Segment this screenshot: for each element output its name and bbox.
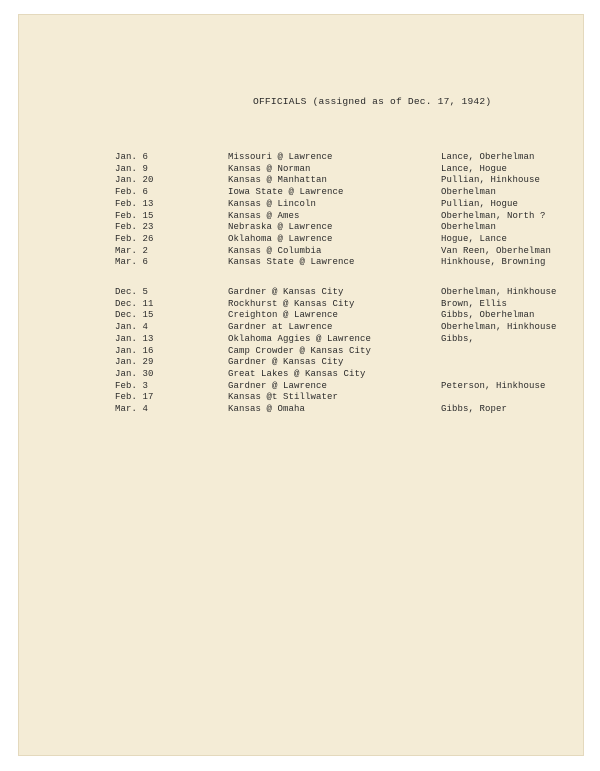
game-matchup: Gardner @ Kansas City <box>228 287 344 297</box>
schedule-row <box>0 404 600 416</box>
game-date: Dec. 11 <box>115 298 154 309</box>
game-matchup: Kansas @ Ames <box>228 210 300 221</box>
schedule-row <box>0 187 600 199</box>
game-matchup: Kansas @ Norman <box>228 163 311 174</box>
game-matchup: Gardner @ Lawrence <box>228 380 328 391</box>
game-matchup: Kansas @t Stillwater <box>228 392 339 403</box>
game-matchup: Nebraska @ Lawrence <box>228 222 333 233</box>
game-officials: Hinkhouse, Browning <box>441 257 546 268</box>
game-matchup: Great Lakes @ Kansas City <box>228 368 366 379</box>
page-title: OFFICIALS (assigned as of Dec. 17, 1942) <box>253 96 492 107</box>
game-date: Jan. 9 <box>115 163 149 174</box>
game-officials: Oberhelman <box>441 187 497 198</box>
game-officials: Oberhelman, North ? <box>441 210 546 221</box>
schedule-row <box>0 257 600 269</box>
game-officials: Van Reen, Oberhelman <box>441 245 552 256</box>
game-matchup: Missouri @ Lawrence <box>228 152 333 162</box>
game-date: Mar. 4 <box>115 404 149 414</box>
game-date: Jan. 4 <box>115 322 149 333</box>
schedule-row <box>0 357 600 369</box>
game-officials: Gibbs, Roper <box>441 404 508 414</box>
game-matchup: Kansas @ Lincoln <box>228 198 317 209</box>
game-officials: Oberhelman <box>441 222 497 233</box>
game-officials: Gibbs, Oberhelman <box>441 310 535 321</box>
game-matchup: Kansas State @ Lawrence <box>228 257 355 268</box>
game-date: Dec. 5 <box>115 287 149 297</box>
schedule-row <box>0 334 600 346</box>
schedule-row <box>0 222 600 234</box>
schedule-row <box>0 199 600 211</box>
game-matchup: Kansas @ Columbia <box>228 245 322 256</box>
schedule-row <box>0 381 600 393</box>
game-officials: Oberhelman, Hinkhouse <box>441 322 557 333</box>
game-date: Jan. 30 <box>115 368 154 379</box>
game-matchup: Creighton @ Lawrence <box>228 310 339 321</box>
game-date: Jan. 16 <box>115 345 154 356</box>
game-matchup: Gardner @ Kansas City <box>228 357 344 368</box>
game-matchup: Camp Crowder @ Kansas City <box>228 345 372 356</box>
schedule-row <box>0 175 600 187</box>
schedule-row <box>0 346 600 358</box>
game-officials: Lance, Hogue <box>441 163 508 174</box>
schedule-row <box>0 152 600 164</box>
game-date: Feb. 13 <box>115 198 154 209</box>
game-date: Mar. 6 <box>115 257 149 268</box>
game-officials: Lance, Oberhelman <box>441 152 535 162</box>
game-date: Feb. 17 <box>115 392 154 403</box>
game-date: Feb. 3 <box>115 380 149 391</box>
game-date: Mar. 2 <box>115 245 149 256</box>
game-matchup: Kansas @ Omaha <box>228 404 306 414</box>
schedule-row <box>0 299 600 311</box>
game-date: Jan. 29 <box>115 357 154 368</box>
game-officials: Hogue, Lance <box>441 233 508 244</box>
game-matchup: Kansas @ Manhattan <box>228 175 328 186</box>
game-officials: Gibbs, <box>441 333 475 344</box>
game-date: Feb. 23 <box>115 222 154 233</box>
game-officials: Oberhelman, Hinkhouse <box>441 287 557 297</box>
game-date: Feb. 15 <box>115 210 154 221</box>
game-date: Feb. 6 <box>115 187 149 198</box>
schedule-row <box>0 392 600 404</box>
schedule-row <box>0 322 600 334</box>
schedule-row <box>0 211 600 223</box>
game-date: Dec. 15 <box>115 310 154 321</box>
game-date: Jan. 13 <box>115 333 154 344</box>
schedule-row <box>0 369 600 381</box>
schedule-row <box>0 287 600 299</box>
game-officials: Pullian, Hogue <box>441 198 519 209</box>
game-matchup: Iowa State @ Lawrence <box>228 187 344 198</box>
schedule-row <box>0 310 600 322</box>
game-matchup: Gardner at Lawrence <box>228 322 333 333</box>
schedule-row <box>0 246 600 258</box>
game-date: Jan. 6 <box>115 152 149 162</box>
schedule-row <box>0 164 600 176</box>
game-officials: Pullian, Hinkhouse <box>441 175 541 186</box>
game-matchup: Oklahoma Aggies @ Lawrence <box>228 333 372 344</box>
game-matchup: Oklahoma @ Lawrence <box>228 233 333 244</box>
game-date: Jan. 20 <box>115 175 154 186</box>
game-officials: Peterson, Hinkhouse <box>441 380 546 391</box>
game-officials: Brown, Ellis <box>441 298 508 309</box>
schedule-row <box>0 234 600 246</box>
game-date: Feb. 26 <box>115 233 154 244</box>
game-matchup: Rockhurst @ Kansas City <box>228 298 355 309</box>
